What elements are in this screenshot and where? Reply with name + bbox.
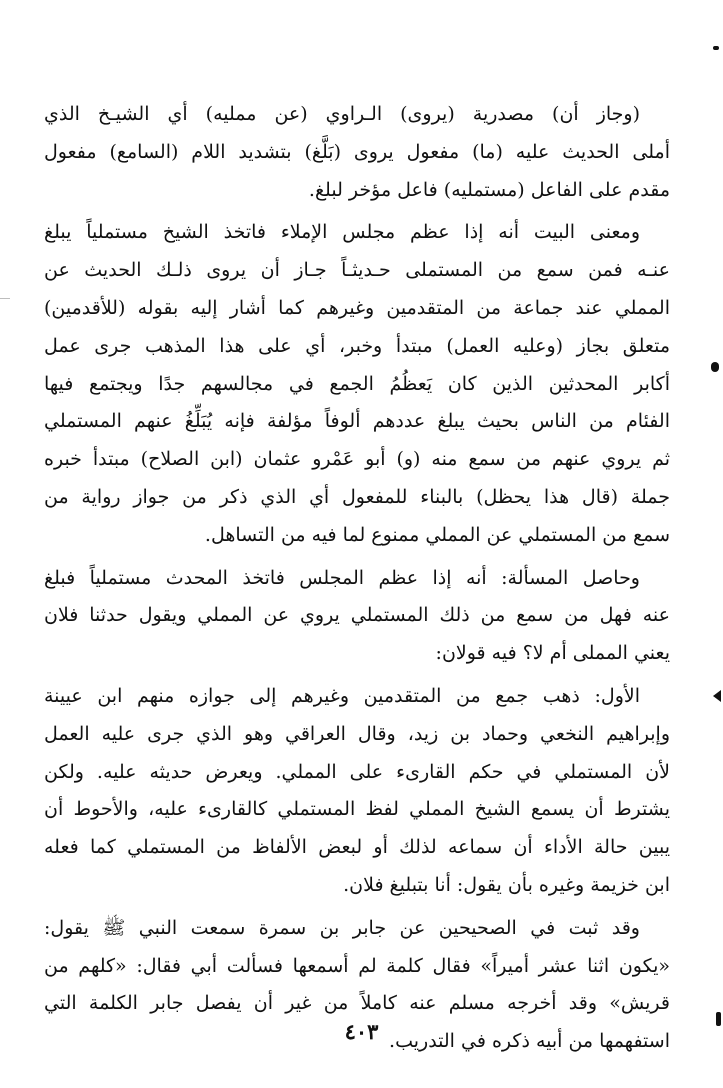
text-line: الأول: ذهب جمع من المتقدمين وغيرهم إلى جوازه منهم ابن عيينة [44, 684, 640, 707]
text-line: الفئام من الناس بحيث يبلغ عددهم ألوفاً مؤلفة فإنه يُبَلِّغُ عنهم المستملي [44, 410, 670, 433]
text-line: استفهمها من أبيه ذكره في التدريب. [389, 1030, 670, 1053]
paragraph-commentary-1 [44, 96, 670, 209]
text-line: متعلق بجاز (وعليه العمل) مبتدأ وخبر، أي على هذا المذهب جرى عمل [44, 334, 670, 357]
paragraph-first-opinion [44, 678, 670, 905]
scan-edge-mark [713, 690, 721, 702]
page-number: ٤٠٣ [344, 1019, 379, 1044]
text-line: عنه فهل من سمع من ذلك المستملي يروي عن المملي ويقول حدثنا فلان [44, 604, 670, 627]
text-line: أكابر المحدثين الذين كان يَعظُمُ الجمع في مجالسهم جدًا ويجتمع فيها [44, 372, 670, 395]
text-line: يعني المملى أم لا؟ فيه قولان: [435, 642, 670, 665]
text-line: قريش» وقد أخرجه مسلم عنه كاملاً من غير أن يفصل جابر الكلمة التي [44, 992, 670, 1015]
text-line: عنـه فمن سمع من المستملى حـديثـاً جـاز أن يروى ذلـك الحديث عن [44, 259, 670, 282]
text-line: وحاصل المسألة: أنه إذا عظم المجلس فاتخذ المحدث مستملياً فبلغ [44, 566, 640, 589]
text-line: «يكون اثنا عشر أميراً» فقال كلمة لم أسمعها فسألت أبي فقال: «كلهم من [44, 954, 670, 977]
text-line: مقدم على الفاعل (مستمليه) فاعل مؤخر لبلغ. [308, 178, 670, 201]
scan-edge-mark [711, 362, 719, 372]
scan-edge-mark [0, 298, 10, 299]
text-line: جملة (قال هذا يحظل) بالبناء للمفعول أي الذي ذكر من جواز رواية من [44, 485, 670, 508]
text-line: المملي عند جماعة من المتقدمين وغيرهم كما أشار إليه بقوله (للأقدمين) [44, 296, 670, 319]
text-line: لأن المستملي في حكم القارىء على المملي. ويعرض حديثه عليه. ولكن [44, 760, 670, 783]
text-line: (وجاز أن) مصدرية (يروى) الـراوي (عن مملیه) أي الشيـخ الذي [44, 103, 640, 125]
text-line: وإبراهيم النخعي وحماد بن زيد، وقال العراقي وهو الذي جرى عليه العمل [44, 722, 670, 745]
text-line: أملى الحديث عليه (ما) مفعول يروى (بَلَّغ) بتشديد اللام (السامع) مفعول [44, 140, 670, 163]
text-line: سمع من المستملي عن المملي ممنوع لما فيه من التساهل. [204, 523, 670, 546]
paragraph-summary [44, 560, 670, 673]
text-line: يبين حالة الأداء أن سماعه لذلك أو لبعض الألفاظ من المستملي كما فعله [44, 836, 670, 859]
paragraph-commentary-2 [44, 214, 670, 554]
text-line: يشترط أن يسمع الشيخ المملي لفظ المستملي كالقارىء عليه، والأحوط أن [44, 798, 670, 821]
scan-edge-mark [713, 46, 719, 50]
scan-edge-mark [716, 1012, 721, 1026]
text-line: ومعنى البيت أنه إذا عظم مجلس الإملاء فاتخذ الشيخ مستملياً يبلغ [44, 221, 640, 244]
text-line: ثم يروي عنهم من سمع منه (و) أبو عَمْرو عثمان (ابن الصلاح) مبتدأ خبره [44, 448, 670, 471]
page-body [44, 96, 670, 1061]
text-line: ابن خزيمة وغيره بأن يقول: أنا بتبليغ فلان. [343, 873, 670, 896]
text-line: وقد ثبت في الصحيحين عن جابر بن سمرة سمعت النبي ﷺ يقول: [44, 916, 640, 939]
